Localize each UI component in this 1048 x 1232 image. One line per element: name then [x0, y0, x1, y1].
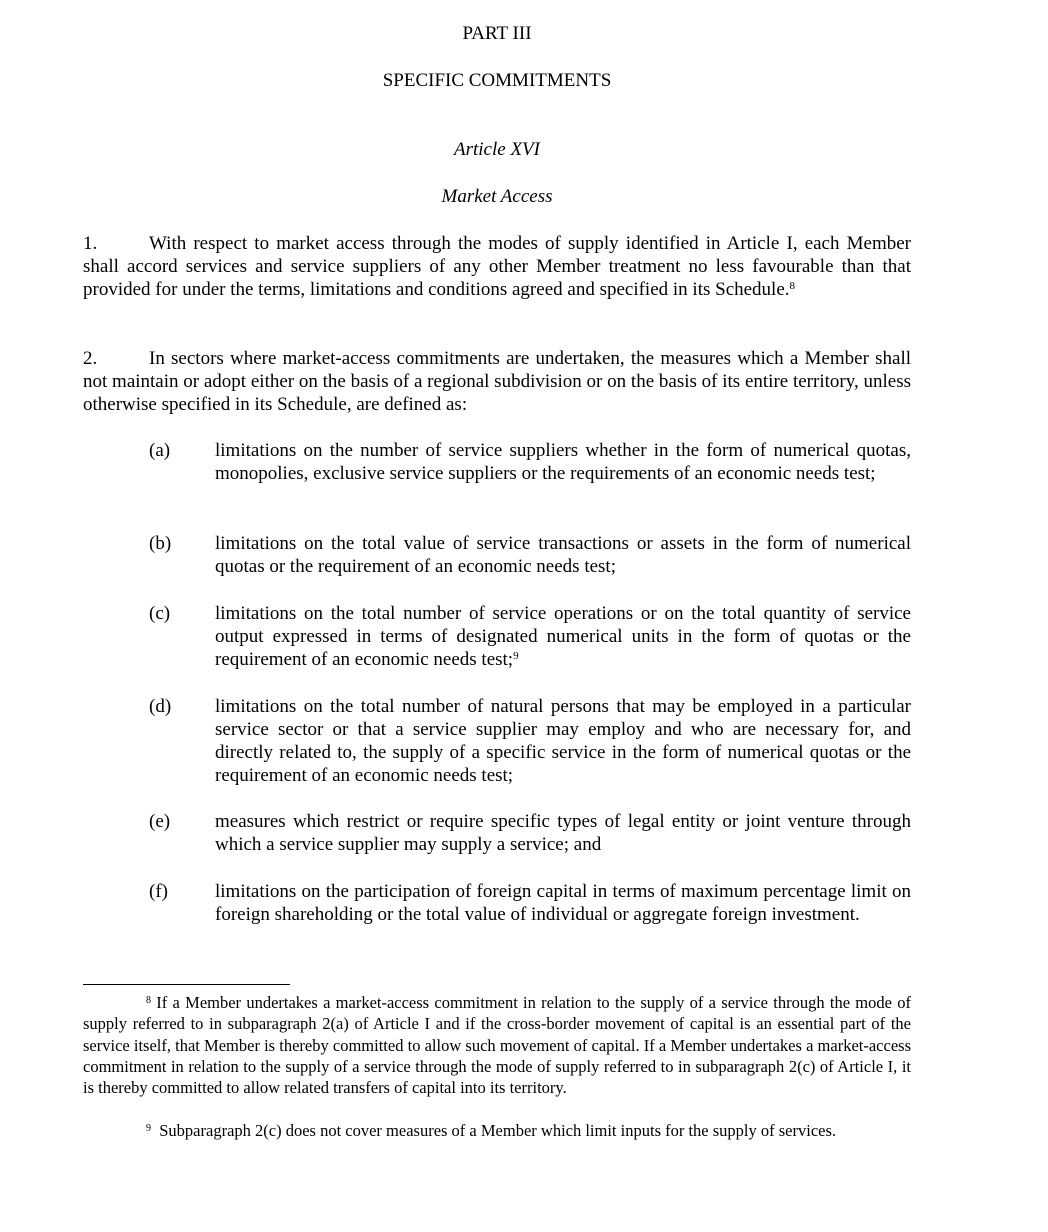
footnote-divider — [83, 984, 290, 985]
footnote-9 — [83, 1120, 911, 1141]
item-label: (a) — [149, 440, 171, 461]
paragraph-text: With respect to market access through the modes of supply identified in Article I, each Member shall accord services and service suppliers of any other Member treatment no less favourable than that provided for under the terms, limitations and conditions agreed and specified in its Schedule. — [83, 233, 911, 300]
item-text: limitations on the number of service suppliers whether in the form of numerical quotas, monopolies, exclusive service suppliers or the requirements of an economic needs test; — [215, 440, 911, 484]
article-subtitle: Market Access — [441, 186, 553, 207]
footnote-reference[interactable]: 8 — [789, 280, 796, 292]
footnote-marker: 9 — [146, 1123, 151, 1134]
footnote-marker: 8 — [146, 995, 151, 1006]
section-title: SPECIFIC COMMITMENTS — [382, 70, 612, 91]
item-label: (b) — [149, 533, 172, 554]
footnote-reference[interactable]: 9 — [513, 650, 519, 662]
item-text-wrapper — [215, 602, 911, 671]
item-text: limitations on the total number of natural persons that may be employed in a particular service sector or that a service supplier may employ and who are necessary for, and directly related to, the supply of a specific service in the form of numerical quotas or the requirement of an economic needs test; — [215, 696, 911, 786]
paragraph-1 — [83, 232, 911, 301]
item-label: (d) — [149, 696, 172, 717]
footnote-text: Subparagraph 2(c) does not cover measures of a Member which limit inputs for the supply of services. — [159, 1121, 837, 1140]
paragraph-text: In sectors where market-access commitments are undertaken, the measures which a Member shall not maintain or adopt either on the basis of a regional subdivision or on the basis of its entire territory, unless otherwise specified in its Schedule, are defined as: — [83, 348, 911, 415]
article-title: Article XVI — [454, 139, 540, 160]
paragraph-number: 2. — [83, 348, 98, 369]
item-label: (e) — [149, 811, 171, 832]
paragraph-number: 1. — [83, 233, 98, 254]
footnote-8 — [83, 992, 911, 1098]
item-text: limitations on the participation of foreign capital in terms of maximum percentage limit on foreign shareholding or the total value of individual or aggregate foreign investment. — [215, 881, 911, 925]
item-text: limitations on the total value of service transactions or assets in the form of numerical quotas or the requirement of an economic needs test; — [215, 533, 911, 577]
item-label: (c) — [149, 603, 171, 624]
part-title: PART III — [462, 23, 532, 44]
footnote-text: If a Member undertakes a market-access commitment in relation to the supply of a service through the mode of supply referred to in subparagraph 2(a) of Article I and if the cross-border movement of capital is an essential part of the service itself, that Member is thereby committed to allow such movement of capital. If a Member undertakes a market-access commitment in relation to the supply of a service through the mode of supply referred to in subparagraph 2(c) of Article I, it is thereby committed to allow related transfers of capital into its territory. — [83, 993, 911, 1098]
paragraph-2 — [83, 347, 911, 416]
item-text: limitations on the total number of service operations or on the total quantity of service output expressed in terms of designated numerical units in the form of quotas or the requirement of an economic needs test; — [215, 603, 911, 670]
item-label: (f) — [149, 881, 168, 902]
item-text: measures which restrict or require specific types of legal entity or joint venture through which a service supplier may supply a service; and — [215, 811, 911, 855]
